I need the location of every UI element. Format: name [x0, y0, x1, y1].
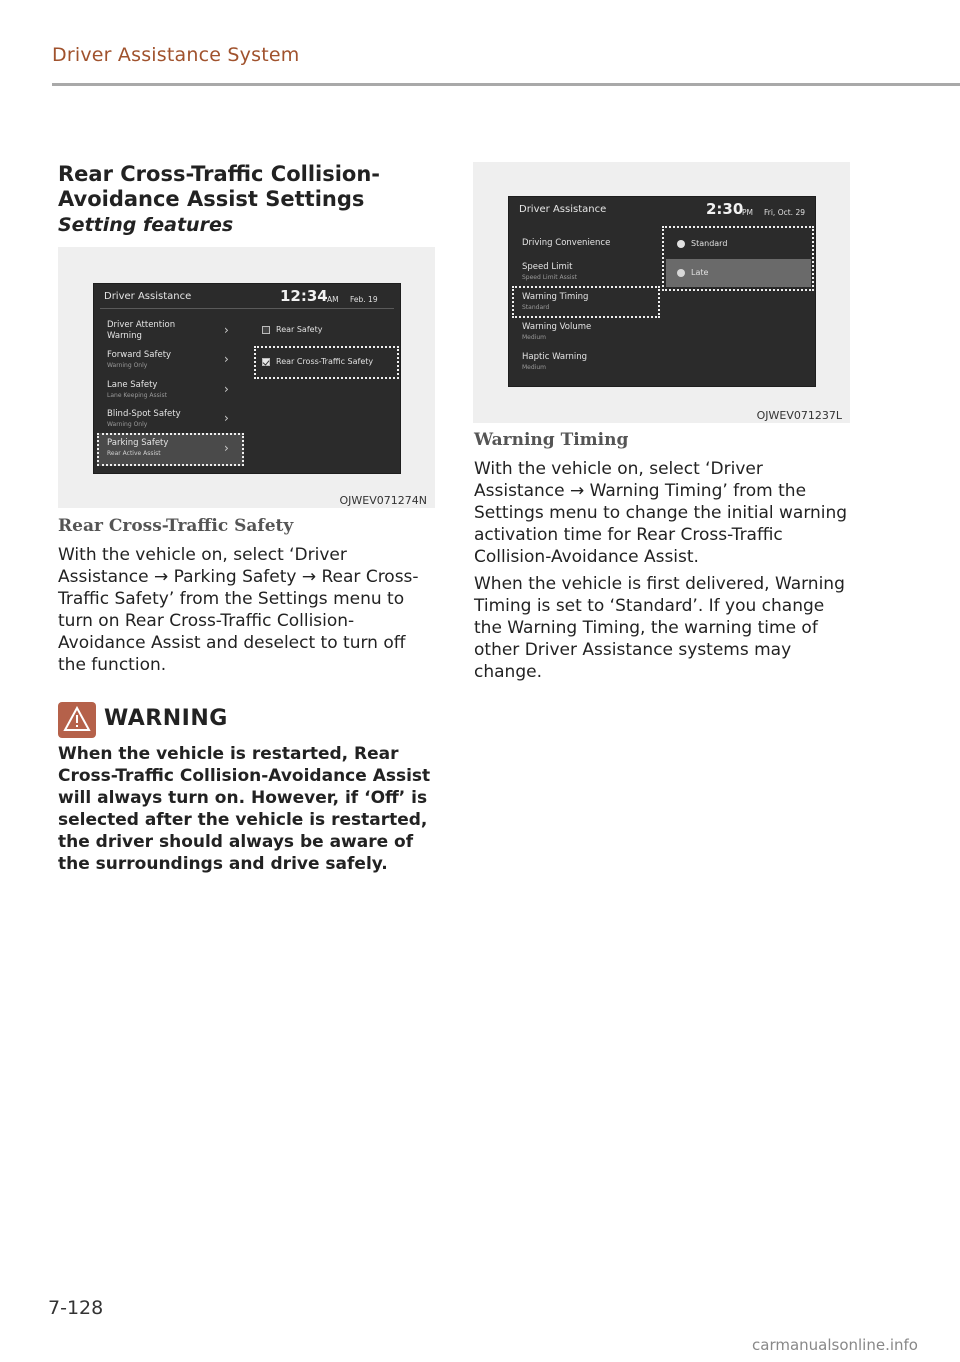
option-rear-cross-traffic-safety: Rear Cross-Traffic Safety	[276, 357, 374, 366]
figure-1-screen	[93, 283, 401, 474]
subheading-warning-timing: Warning Timing	[474, 430, 629, 450]
menu-item-warning-timing[interactable]: Warning Timing Standard	[522, 292, 589, 311]
figure-2-code: OJWEV071237L	[756, 409, 842, 422]
screen-title: Driver Assistance	[519, 204, 607, 215]
menu-item-warning-volume[interactable]: Warning Volume Medium	[522, 322, 592, 341]
menu-item-driving-convenience[interactable]: Driving Convenience	[522, 238, 611, 248]
paragraph-warning-timing-1: With the vehicle on, select ‘Driver Assistance → Warning Timing’ from the Settings menu to change the initial warning activation time for Rear Cross-Traffic Collision-Avoidance Assist.	[474, 459, 848, 567]
section-title: Rear Cross-Traffic Collision-Avoidance Assist Settings	[58, 162, 381, 211]
screen-time: 2:30	[706, 200, 744, 218]
screen-title: Driver Assistance	[104, 291, 192, 302]
menu-item-parking-safety[interactable]: Parking Safety Rear Active Assist	[107, 438, 169, 457]
menu-item-driver-attention[interactable]: Driver Attention Warning	[107, 320, 176, 341]
watermark: carmanualsonline.info	[752, 1336, 918, 1354]
menu-item-speed-limit[interactable]: Speed Limit Speed Limit Assist	[522, 262, 577, 281]
warning-icon	[58, 702, 96, 738]
option-late-highlight	[666, 259, 811, 287]
section-subtitle: Setting features	[58, 214, 234, 236]
screen-date: Feb. 19	[350, 295, 378, 304]
option-standard: Standard	[691, 239, 728, 248]
chevron-right-icon: ›	[224, 323, 229, 337]
warning-text: When the vehicle is restarted, Rear Cross-Traffic Collision-Avoidance Assist will always turn on. However, if ‘Off’ is selected after the vehicle is restarted, the driver should always be aware of the surroundings and drive safely.	[58, 744, 431, 874]
chevron-right-icon: ›	[224, 352, 229, 366]
screen-divider	[100, 308, 394, 309]
menu-item-lane-safety[interactable]: Lane Safety Lane Keeping Assist	[107, 380, 167, 399]
screen-date: Fri, Oct. 29	[764, 208, 805, 217]
chevron-right-icon: ›	[224, 382, 229, 396]
header-divider	[52, 83, 960, 86]
page-number: 7-128	[48, 1297, 104, 1319]
option-late: Late	[691, 268, 709, 277]
checkbox-rear-safety[interactable]	[262, 326, 270, 334]
figure-2	[473, 162, 850, 423]
chevron-right-icon: ›	[224, 441, 229, 455]
chevron-right-icon: ›	[224, 411, 229, 425]
screen-ampm: PM	[742, 208, 753, 217]
figure-1-code: OJWEV071274N	[339, 494, 427, 507]
screen-ampm: AM	[327, 295, 339, 304]
running-header: Driver Assistance System	[52, 44, 300, 66]
radio-late[interactable]	[677, 269, 685, 277]
menu-item-blind-spot-safety[interactable]: Blind-Spot Safety Warning Only	[107, 409, 181, 428]
menu-item-forward-safety[interactable]: Forward Safety Warning Only	[107, 350, 172, 369]
menu-item-haptic-warning[interactable]: Haptic Warning Medium	[522, 352, 588, 371]
radio-standard[interactable]	[677, 240, 685, 248]
warning-title: WARNING	[104, 706, 228, 731]
figure-2-screen	[508, 196, 816, 387]
checkbox-rear-cross-traffic-safety[interactable]	[262, 358, 270, 366]
figure-1	[58, 247, 435, 508]
subheading-rear-cross-traffic-safety: Rear Cross-Traffic Safety	[58, 516, 294, 536]
option-rear-safety: Rear Safety	[276, 325, 323, 334]
screen-time: 12:34	[280, 287, 328, 305]
paragraph-warning-timing-2: When the vehicle is first delivered, Warning Timing is set to ‘Standard’. If you change the Warning Timing, the warning time of other Driver Assistance systems may change.	[474, 574, 845, 682]
paragraph-rear-cross-traffic-safety: With the vehicle on, select ‘Driver Assistance → Parking Safety → Rear Cross-Traffic Safety’ from the Settings menu to turn on Rear Cross-Traffic Collision-Avoidance Assist and deselect to turn off the function.	[58, 545, 419, 675]
